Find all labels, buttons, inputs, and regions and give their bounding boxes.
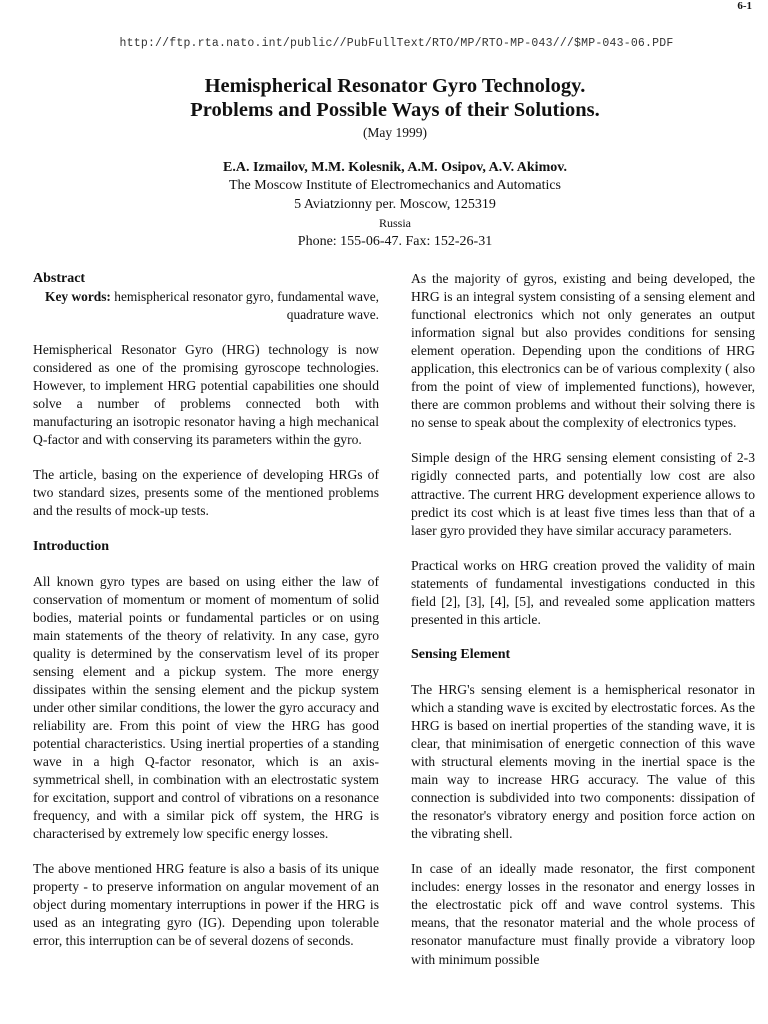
sensing-element-heading: Sensing Element xyxy=(411,646,511,662)
paper-title-line-2: Problems and Possible Ways of their Solutions. xyxy=(190,99,600,121)
keywords-text: hemispherical resonator gyro, fundamental wave, quadrature wave. xyxy=(114,289,379,323)
paper-header xyxy=(0,74,768,251)
keywords xyxy=(33,288,379,324)
body-paragraph-2: Simple design of the HRG sensing element consisting of 2-3 rigidly connected parts, and potentially low cost are also attractive. The current HRG development experience allows to predict its cost which is at least five times less than that of a laser gyro provided they have similar accuracy parameters. xyxy=(411,450,755,538)
body-paragraph-3: Practical works on HRG creation proved the validity of main statements of fundamental investigations conducted in this field [2], [3], [4], [5], and revealed some application matters presented in this article. xyxy=(411,557,755,627)
sensing-element-paragraph-1: The HRG's sensing element is a hemispherical resonator in which a standing wave is excited by electrostatic forces. As the HRG is based on inertial properties of the standing wave, it is clear, that minimisation of energetic connection of this wave with structural elements moving in the inertial space is the main way to increase HRG accuracy. The value of this connection is subdivided into two components: dissipation of the resonator's vibratory energy and position force action on the vibrating shell. xyxy=(411,681,755,842)
abstract-heading: Abstract xyxy=(33,271,86,286)
source-url: http://ftp.rta.nato.int/public//PubFullText/RTO/MP/RTO-MP-043///$MP-043-06.PDF xyxy=(119,37,674,50)
introduction-paragraph-2: The above mentioned HRG feature is also a basis of its unique property - to preserve information on angular movement of an object during momentary interruptions in power if the HRG is used as an integrating gyro (IG). Depending upon tolerable error, this interruption can be of several dozens of seconds. xyxy=(33,861,379,949)
abstract-paragraph-2: The article, basing on the experience of developing HRGs of two standard sizes, presents some of the mentioned problems and the results of mock-up tests. xyxy=(33,467,379,519)
introduction-heading: Introduction xyxy=(33,538,109,554)
paper-title-line-1: Hemispherical Resonator Gyro Technology. xyxy=(204,75,586,97)
right-column xyxy=(411,270,755,986)
paper-authors: E.A. Izmailov, M.M. Kolesnik, A.M. Osipov, A.V. Akimov. xyxy=(223,160,567,175)
left-column xyxy=(33,270,379,967)
abstract-paragraph-1: Hemispherical Resonator Gyro (HRG) technology is now considered as one of the promising gyroscope technologies. However, to implement HRG potential capabilities one should solve a number of problems connected both with manufacturing an isotropic resonator having a high mechanical Q-factor and with conserving its parameters within the gyro. xyxy=(33,342,379,448)
sensing-element-paragraph-2: In case of an ideally made resonator, the first component includes: energy losses in the resonator and energy losses in the electrostatic pick off and wave control systems. This means, that the resonator material and the whole process of resonator manufacture must finally provide a vibratory loop with minimum possible xyxy=(411,861,755,967)
page-number: 6-1 xyxy=(737,0,752,12)
body-paragraph-1: As the majority of gyros, existing and being developed, the HRG is an integral system consisting of a sensing element and functional electronics which not only generates an output information signal but also provides conditions for sensing element operation. Depending upon the conditions of HRG application, this electronics can be of various complexity ( also from the point of view of implemented functions), however, there are common problems and without their solving there is no sense to speak about the complexity of electronics types. xyxy=(411,271,755,431)
paper-phone: Phone: 155-06-47. Fax: 152-26-31 xyxy=(297,233,493,249)
introduction-paragraph-1: All known gyro types are based on using either the law of conservation of momentum or moment of momentum of solid bodies, material points or fundamental particles or on using main statements of the theory of relativity. In any case, gyro quality is determined by the conservatism level of its proper sensing element and a pickup system. The more energy dissipates within the sensing element and the pickup system under other similar conditions, the lower the gyro accuracy and reliability are. From this point of view the HRG has good potential characteristics. Using inertial properties of a standing wave in a high Q-factor resonator, which is an axis-symmetrical shell, in combination with an electrostatic system for excitation, support and control of vibrations on a resonance frequency, and with a similar pick off system, the HRG is characterised by extremely low specific energy losses. xyxy=(33,573,379,842)
keywords-label: Key words: xyxy=(45,289,111,304)
paper-date: (May 1999) xyxy=(362,125,428,140)
paper-address: 5 Aviatzionny per. Moscow, 125319 xyxy=(294,196,496,212)
paper-affiliation: The Moscow Institute of Electromechanics and Automatics xyxy=(228,178,562,193)
paper-country: Russia xyxy=(378,216,411,230)
